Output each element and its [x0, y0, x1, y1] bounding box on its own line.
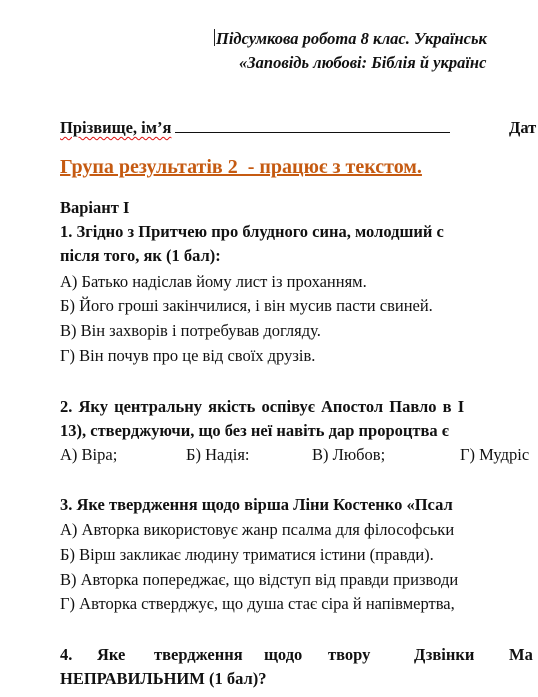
name-label: Прізвище, ім’я: [60, 118, 172, 137]
text-cursor: [214, 29, 215, 46]
q4-word: твору: [328, 645, 371, 664]
q4-word: Ма: [509, 645, 533, 664]
doc-title-line-2: [239, 53, 486, 73]
question-1-option-c: В) Він захворів і потребував догляду.: [60, 321, 321, 340]
q4-word: Дзвінки: [414, 645, 475, 664]
doc-title-text-2: «Заповідь любові: Біблія й українс: [239, 53, 487, 72]
question-2-option-d: Г) Мудріс: [460, 445, 530, 464]
question-1-line-1: 1. Згідно з Притчею про блудного сина, молодший с: [60, 222, 444, 241]
question-2-line-2: 13), стверджуючи, що без неї навіть дар пророцтва є: [60, 421, 449, 440]
student-name-row: [60, 118, 450, 138]
question-1-option-b: Б) Його гроші закінчилися, і він мусив пасти свиней.: [60, 296, 433, 315]
question-2-line-1: 2. Яку центральну якість оспівує Апостол Павло в І: [60, 397, 465, 416]
question-1-option-d: Г) Він почув про це від своїх друзів.: [60, 346, 316, 365]
question-2-option-b: Б) Надія:: [186, 445, 250, 464]
name-blank-line[interactable]: [175, 118, 450, 133]
q4-word: щодо: [264, 645, 303, 664]
question-3-option-b: Б) Вірш закликає людину триматися істини (правди).: [60, 545, 434, 564]
question-1-option-a: А) Батько надіслав йому лист із проханням.: [60, 272, 367, 291]
section-heading: Група результатів 2 - працює з текстом.: [60, 156, 422, 178]
doc-title-line-1: [214, 29, 487, 49]
question-3-option-d: Г) Авторка стверджує, що душа стає сіра й напівмертва,: [60, 594, 455, 613]
question-1-line-2: після того, як (1 бал):: [60, 246, 221, 265]
question-3-line-1: 3. Яке твердження щодо вірша Ліни Костенко «Псал: [60, 495, 453, 514]
q4-word: Яке: [97, 645, 126, 664]
question-2-option-a: А) Віра;: [60, 445, 118, 464]
question-3-option-c: В) Авторка попереджає, що відступ від правди призводи: [60, 570, 459, 589]
date-label: Дат: [509, 118, 537, 137]
variant-label: Варіант І: [60, 198, 130, 217]
q4-word: твердження: [154, 645, 243, 664]
q4-word: 4.: [60, 645, 73, 664]
question-4-line-2: НЕПРАВИЛЬНИМ (1 бал)?: [60, 669, 267, 688]
question-2-option-c: В) Любов;: [312, 445, 386, 464]
question-3-option-a: А) Авторка використовує жанр псалма для філософськи: [60, 520, 455, 539]
doc-title-text-1: Підсумкова робота 8 клас. Українськ: [216, 29, 487, 48]
